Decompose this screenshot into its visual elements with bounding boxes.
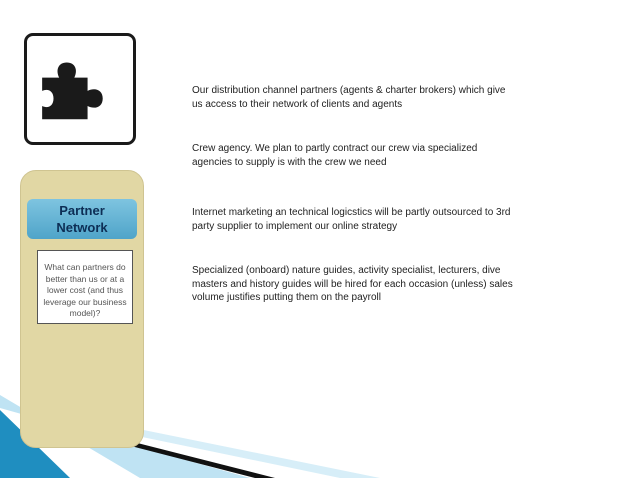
item-3-line-1: Internet marketing an technical logicstics will be partly outsourced to 3rd: [192, 207, 511, 218]
puzzle-piece-icon: [27, 36, 133, 142]
heading-line-2: Network: [56, 220, 108, 235]
item-1-line-1: Our distribution channel partners (agents & charter brokers) which give: [192, 85, 506, 96]
content-item-1: [192, 84, 542, 111]
item-4-line-2: masters and history guides will be hired for each occasion (unless) sales: [192, 278, 513, 290]
content-item-4: [192, 264, 542, 305]
item-4-line-3: volume justifies putting them on the payroll: [192, 292, 381, 303]
item-2-line-2: agencies to supply is with the crew we need: [192, 156, 387, 168]
content-item-3: [192, 206, 542, 233]
content-item-2: [192, 142, 542, 169]
item-4-line-1: Specialized (onboard) nature guides, activity specialist, lecturers, dive: [192, 265, 501, 276]
partner-network-heading: [27, 199, 137, 239]
item-2-line-1: Crew agency. We plan to partly contract our crew via specialized: [192, 143, 478, 154]
item-3-line-2: party supplier to implement our online strategy: [192, 220, 398, 232]
question-box: What can partners do better than us or at a lower cost (and thus leverage our business model)?: [37, 250, 133, 324]
heading-line-1: Partner: [59, 203, 105, 218]
item-1-line-2: us access to their network of clients and agents: [192, 98, 403, 110]
puzzle-icon-frame: [24, 33, 136, 145]
